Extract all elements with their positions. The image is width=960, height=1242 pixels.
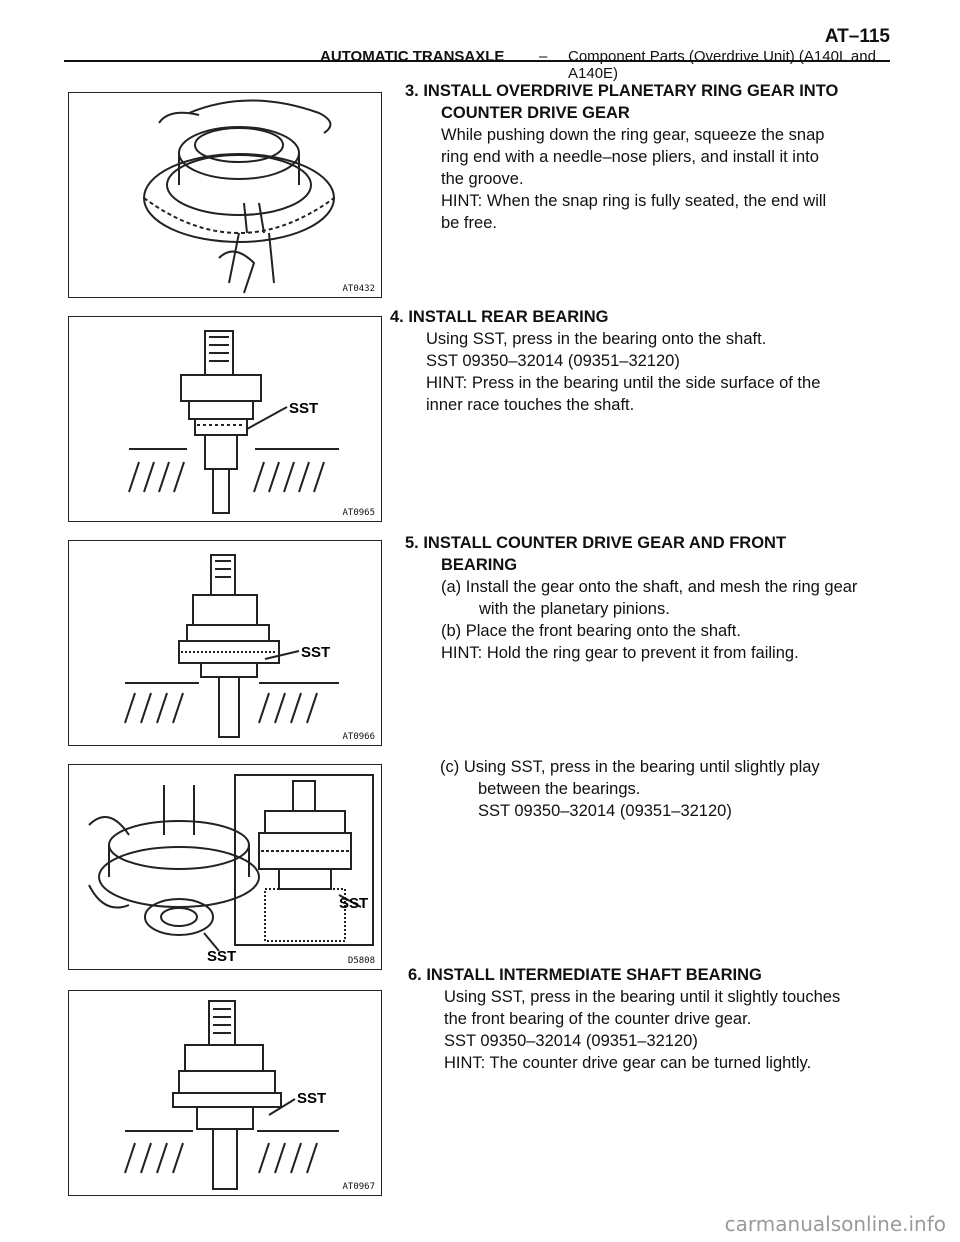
step-4-sst: SST 09350–32014 (09351–32120) [426, 352, 680, 370]
step-5c [440, 756, 880, 822]
step-5-a-cont: with the planetary pinions. [479, 600, 670, 618]
step-5-hint: HINT: Hold the ring gear to prevent it from failing. [441, 644, 799, 662]
step-6-line: the front bearing of the counter drive gear. [444, 1010, 752, 1028]
ring-gear-illustration [69, 93, 381, 297]
figure-ring-gear-install [68, 92, 382, 298]
header-subtitle: Component Parts (Overdrive Unit) (A140L and A140E) [568, 48, 876, 82]
step-6-sst: SST 09350–32014 (09351–32120) [444, 1032, 698, 1050]
page-header [64, 24, 890, 82]
step-6-hint: HINT: The counter drive gear can be turned lightly. [444, 1054, 812, 1072]
figure-code: D5808 [347, 956, 375, 966]
figure-code: AT0966 [342, 732, 375, 742]
header-rule [64, 60, 890, 62]
sst-label: SST [297, 1090, 327, 1107]
watermark: carmanualsonline.info [724, 1212, 946, 1236]
step-3-title: 3. INSTALL OVERDRIVE PLANETARY RING GEAR INTO [405, 82, 839, 100]
step-4-hint: HINT: Press in the bearing until the side surface of the [426, 374, 821, 392]
figure-intermediate-shaft-bearing [68, 990, 382, 1196]
counter-drive-gear-illustration [69, 541, 381, 745]
step-6-line: Using SST, press in the bearing until it slightly touches [444, 988, 841, 1006]
step-6-title: 6. INSTALL INTERMEDIATE SHAFT BEARING [408, 966, 762, 984]
sst-label-left: SST [207, 948, 237, 965]
sst-label: SST [301, 644, 331, 661]
step-5c-sst: SST 09350–32014 (09351–32120) [478, 802, 732, 820]
step-5c-line: (c) Using SST, press in the bearing until slightly play [440, 758, 820, 776]
sst-label-right: SST [339, 895, 369, 912]
step-3-title-cont: COUNTER DRIVE GEAR [441, 104, 630, 122]
step-3 [405, 80, 875, 234]
sst-label: SST [289, 400, 319, 417]
header-separator: – [539, 48, 548, 65]
step-3-line: ring end with a needle–nose pliers, and install it into [441, 148, 819, 166]
step-3-hint: HINT: When the snap ring is fully seated, the end will [441, 192, 827, 210]
figure-code: AT0967 [342, 1182, 375, 1192]
step-3-hint-cont: be free. [441, 214, 497, 232]
step-6 [408, 964, 888, 1074]
figure-counter-drive-gear [68, 540, 382, 746]
step-4-hint-cont: inner race touches the shaft. [426, 396, 635, 414]
step-5c-line-cont: between the bearings. [478, 780, 641, 798]
rear-bearing-illustration [69, 317, 381, 521]
step-4 [390, 306, 870, 416]
intermediate-shaft-bearing-illustration [69, 991, 381, 1195]
step-5-title-cont: BEARING [441, 556, 518, 574]
step-5-b: (b) Place the front bearing onto the shaft. [441, 622, 741, 640]
step-3-line: the groove. [441, 170, 524, 188]
step-5 [405, 532, 895, 664]
step-5-a: (a) Install the gear onto the shaft, and mesh the ring gear [441, 578, 858, 596]
figure-front-bearing-press [68, 764, 382, 970]
page-number: AT–115 [824, 26, 890, 47]
header-section: AUTOMATIC TRANSAXLE [320, 48, 505, 65]
step-5-title: 5. INSTALL COUNTER DRIVE GEAR AND FRONT [405, 534, 787, 552]
step-4-line: Using SST, press in the bearing onto the shaft. [426, 330, 767, 348]
figure-rear-bearing [68, 316, 382, 522]
front-bearing-press-illustration [69, 765, 381, 969]
figure-code: AT0965 [342, 508, 375, 518]
step-4-title: 4. INSTALL REAR BEARING [390, 308, 609, 326]
figure-code: AT0432 [342, 284, 375, 294]
step-3-line: While pushing down the ring gear, squeeze the snap [441, 126, 825, 144]
